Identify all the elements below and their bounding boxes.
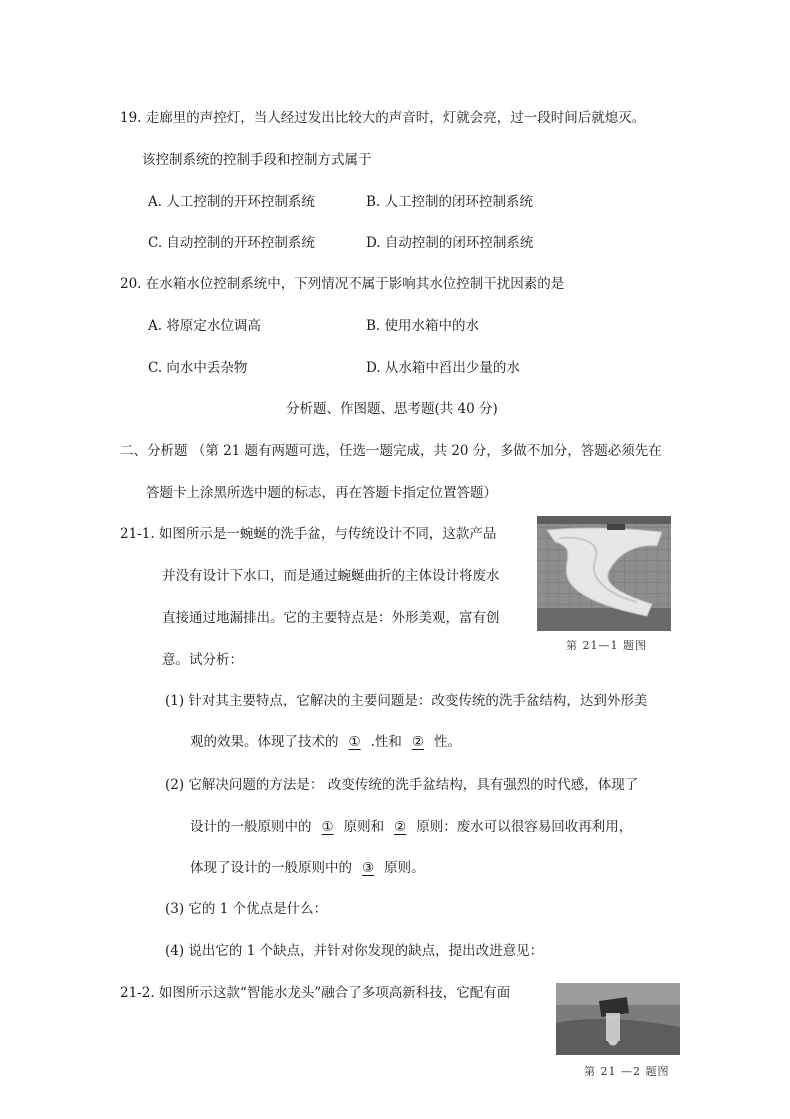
q19-stem-line2: 该控制系统的控制手段和控制方式属于 (142, 152, 372, 168)
q21-1-sub2-line3 (190, 858, 425, 878)
q20-option-a: A. 将原定水位调高 (148, 318, 261, 334)
q21-1-sub2-text-a: 设计的一般原则中的 (190, 819, 312, 835)
q19-option-b: B. 人工控制的闭环控制系统 (366, 194, 534, 210)
q21-1-stem-line1: 21-1. 如图所示是一蜿蜒的洗手盆，与传统设计不同，这款产品 (120, 526, 497, 542)
q21-1-sub1-text-a: 观的效果。体现了技术的 (190, 734, 339, 750)
q21-1-sub2-text-b: 原则和 (343, 819, 385, 835)
answer-blank-1: ① (348, 734, 361, 750)
q21-1-sub1-line2 (190, 732, 461, 752)
q21-1-sub1-line1: (1) 针对其主要特点，它解决的主要问题是：改变传统的洗手盆结构，达到外形美 (165, 693, 648, 709)
section-title: 分析题、作图题、思考题(共 40 分) (286, 401, 498, 417)
answer-blank-3: ① (321, 819, 334, 835)
q19-option-d: D. 自动控制的闭环控制系统 (366, 235, 534, 251)
answer-blank-4: ② (394, 819, 407, 835)
q21-1-sub2-line2 (190, 817, 632, 837)
q21-1-sub2-text-d: 体现了设计的一般原则中的 (190, 860, 352, 876)
q21-1-stem-line2: 并没有设计下水口，而是通过蜿蜒曲折的主体设计将废水 (162, 568, 500, 584)
part2-instructions-line1: 二、分析题 （第 21 题有两题可选，任选一题完成，共 20 分，多做不加分，答题必须先在 (120, 443, 662, 459)
figure-21-1-caption: 第 21—1 题图 (566, 639, 647, 652)
answer-blank-2: ② (411, 734, 425, 750)
q21-2-stem-line1: 21-2. 如图所示这款“智能水龙头”融合了多项高新科技，它配有面 (120, 985, 511, 1001)
q20-option-c: C. 向水中丢杂物 (148, 360, 248, 376)
figure-21-2-caption: 第 21 —2 题图 (584, 1065, 670, 1078)
q21-1-sub1-text-b: .性和 (370, 734, 402, 750)
q21-1-sub2-line1: (2) 它解决问题的方法是： 改变传统的洗手盆结构，具有强烈的时代感，体现了 (165, 777, 639, 793)
q19-option-c: C. 自动控制的开环控制系统 (148, 235, 315, 251)
q21-1-stem-line3: 直接通过地漏排出。它的主要特点是：外形美观，富有创 (162, 610, 500, 626)
q21-1-sub3: (3) 它的 1 个优点是什么： (165, 901, 328, 917)
q21-1-sub1-text-c: 性。 (434, 734, 462, 750)
faucet-photo (556, 983, 680, 1055)
washbasin-figure (537, 516, 671, 631)
q21-1-sub4: (4) 说出它的 1 个缺点，并针对你发现的缺点，提出改进意见： (165, 943, 544, 959)
q19-option-a: A. 人工控制的开环控制系统 (148, 194, 315, 210)
q21-1-sub2-text-e: 原则。 (384, 860, 425, 876)
faucet-figure (556, 983, 680, 1055)
q19-stem-line1: 19. 走廊里的声控灯，当人经过发出比较大的声音时，灯就会亮，过一段时间后就熄灭。 (120, 110, 646, 126)
q21-1-stem-line4: 意。试分析： (162, 652, 243, 668)
washbasin-photo (537, 516, 671, 631)
q20-stem: 20. 在水箱水位控制系统中，下列情况不属于影响其水位控制干扰因素的是 (120, 276, 565, 292)
part2-instructions-line2: 答题卡上涂黑所选中题的标志，再在答题卡指定位置答题） (146, 485, 497, 501)
q21-1-sub2-text-c: 原则：废水可以很容易回收再利用， (416, 819, 633, 835)
answer-blank-5: ③ (362, 860, 375, 876)
q20-option-b: B. 使用水箱中的水 (366, 318, 480, 334)
q20-option-d: D. 从水箱中舀出少量的水 (366, 360, 520, 376)
